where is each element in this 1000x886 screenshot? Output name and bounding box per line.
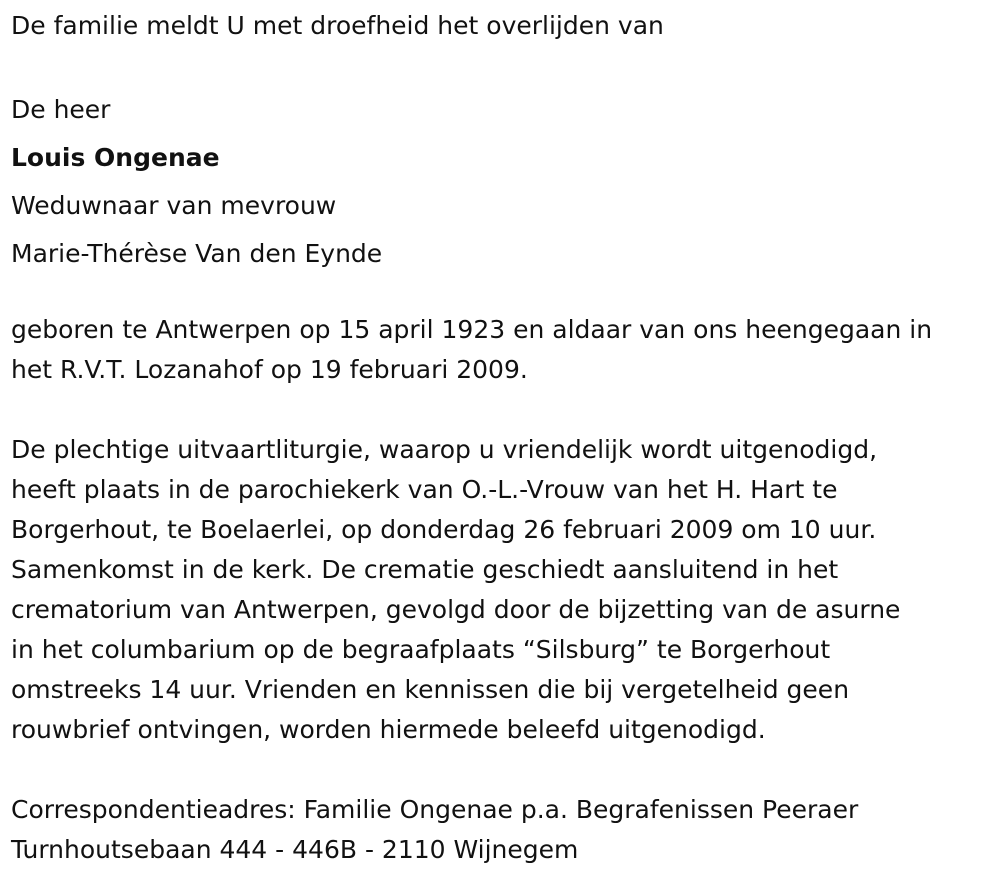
deceased-name: Louis Ongenae <box>11 143 220 172</box>
paragraph-line: heeft plaats in de parochiekerk van O.-L.-Vrouw van het H. Hart te <box>11 475 838 504</box>
paragraph-line: De plechtige uitvaartliturgie, waarop u vriendelijk wordt uitgenodigd, <box>11 435 878 464</box>
paragraph-line: omstreeks 14 uur. Vrienden en kennissen die bij vergetelheid geen <box>11 675 850 704</box>
widower-line: Weduwnaar van mevrouw <box>11 191 337 220</box>
paragraph-line: in het columbarium op de begraafplaats “Silsburg” te Borgerhout <box>11 635 831 664</box>
address-line: Turnhoutsebaan 444 - 446B - 2110 Wijnegem <box>11 835 579 864</box>
address-line: Correspondentieadres: Familie Ongenae p.a. Begrafenissen Peeraer <box>11 795 859 824</box>
paragraph-line: crematorium van Antwerpen, gevolgd door de bijzetting van de asurne <box>11 595 901 624</box>
paragraph-line: het R.V.T. Lozanahof op 19 februari 2009. <box>11 355 528 384</box>
deceased-block <box>11 86 382 278</box>
paragraph-line: Samenkomst in de kerk. De crematie geschiedt aansluitend in het <box>11 555 839 584</box>
spouse-name: Marie-Thérèse Van den Eynde <box>11 239 383 268</box>
correspondence-address <box>11 790 858 870</box>
paragraph-line: geboren te Antwerpen op 15 april 1923 en aldaar van ons heengegaan in <box>11 315 933 344</box>
paragraph-line: Borgerhout, te Boelaerlei, op donderdag 26 februari 2009 om 10 uur. <box>11 515 877 544</box>
funeral-paragraph <box>11 430 900 750</box>
intro-text: De familie meldt U met droefheid het overlijden van <box>11 11 664 40</box>
birth-paragraph <box>11 310 932 390</box>
paragraph-line: rouwbrief ontvingen, worden hiermede beleefd uitgenodigd. <box>11 715 766 744</box>
salutation: De heer <box>11 95 111 124</box>
intro-section <box>11 6 664 46</box>
